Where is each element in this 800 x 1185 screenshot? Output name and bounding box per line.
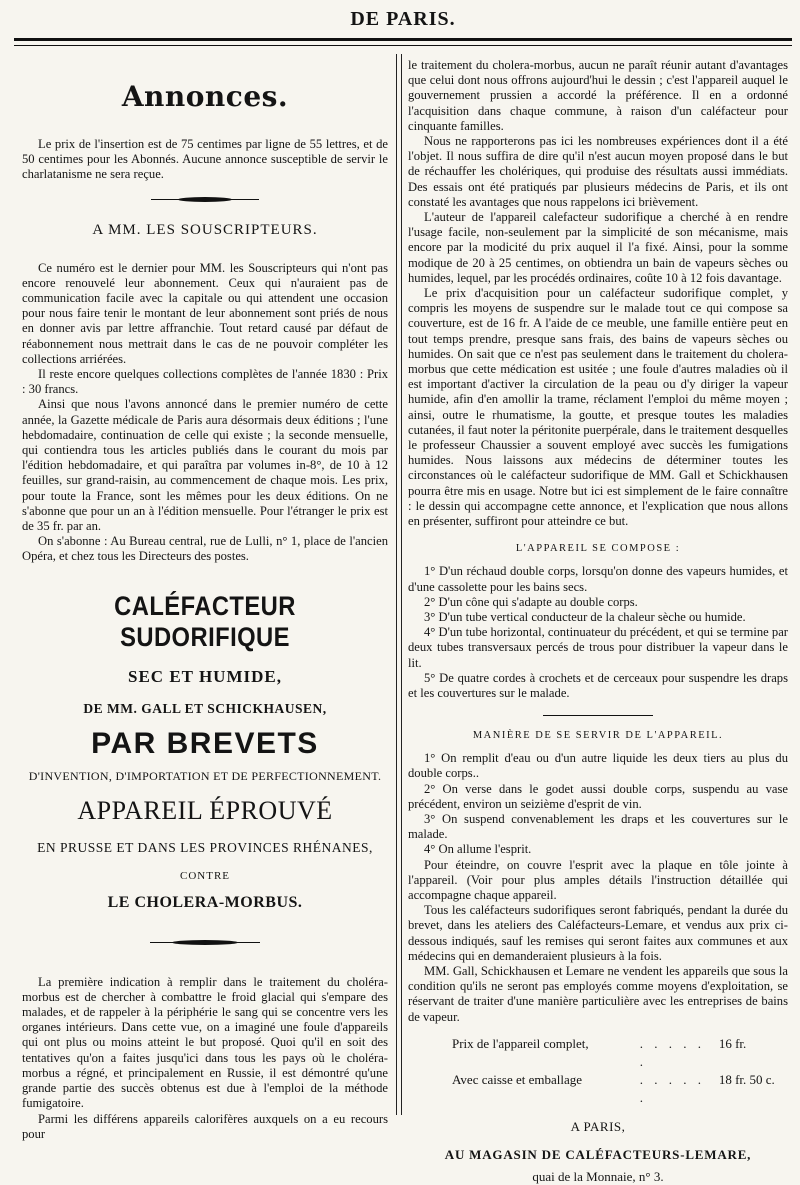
paragraph: Nous ne rapporterons pas ici les nombreuses expériences dont il a été l'objet. Il nous suffira de dire qu'il n'est aucun moyen proposé dans le but de réchauffer les cholériques, qui produise des résultats aussi immédiats. Des essais ont été pratiqués par plusieurs médecins de Paris, et ils ont constaté les avantages que nous rappelons ici brièvement. xyxy=(408,134,788,209)
brevets-heading: PAR BREVETS xyxy=(91,726,319,760)
column-divider xyxy=(396,54,402,1115)
header-rule-thin xyxy=(14,45,792,46)
brevets-line: D'INVENTION, D'IMPORTATION ET DE PERFECTIONNEMENT. xyxy=(28,768,382,783)
paragraph: Pour éteindre, on couvre l'esprit avec la plaque en tôle jointe à l'appareil. (Voir pour plus amples détails l'instruction détaillée qui accompagne chaque appareil. xyxy=(408,857,788,902)
calefacteur-subtitle: SEC ET HUMIDE, xyxy=(128,666,282,686)
paragraph: L'auteur de l'appareil calefacteur sudorifique a cherché à en rendre l'usage facile, non-seulement par la simplicité de son mécanisme, mais encore par la modicité du prix auquel il l'a fixé. Ainsi, pour la somme modique de 20 à 25 centimes, on obtiendra un bain de vapeurs sèches ou humides, lequel, par les procédés ordinaires, coûte 10 à 12 fois davantage. xyxy=(408,210,788,285)
paragraph: La première indication à remplir dans le traitement du choléra-morbus est de chercher à combattre le froid glacial qui s'empare des malades, et de rappeler à la périphérie le sang qui se concentre vers les organes intérieurs. Dans cette vue, on a imaginé une foule d'appareils qui ont plus ou moins atteint le but proposé. Quoi qu'il en soit des tentatives qu'on a faites jusqu'ici dans tous les pays où le choléra-morbus a régné, et principalement en Russie, il est démontré qu'une grande partie des succès obtenus est due à l'emploi de la méthode fumigatoire. xyxy=(22,974,388,1111)
paragraph: Tous les caléfacteurs sudorifiques seront fabriqués, pendant la durée du brevet, dans les ateliers des Caléfacteurs-Lemare, et vendus aux prix ci-dessous indiqués, sauf les remises qui seront faites aux communes et aux médecins qui en demanderaient plusieurs à la fois. xyxy=(408,903,788,963)
page-title: DE PARIS. xyxy=(350,8,456,30)
list-item: 4° On allume l'esprit. xyxy=(424,842,532,857)
price-row xyxy=(452,1071,788,1107)
paragraph: Le prix d'acquisition pour un caléfacteur sudorifique complet, y compris les moyens de suspendre sur le malade tout ce qui compose sa couverture, est de 16 fr. A l'aide de ce meuble, une famille entière peut en tout temps prendre, presque sans frais, des bains de vapeurs sèches ou humides. On sait que ce n'est pas seulement dans le traitement du cholera-morbus que cette médication est usitée ; une foule d'autres maladies où il est important d'activer la circulation de la peau ou d'y diriger la vapeur humide, afin d'en amollir la trame, réclament l'emploi du même moyen ; ainsi, outre le rhumatisme, la goutte, et presque toutes les maladies cutanées, il faut noter la péritonite puerpérale, dans le traitement desquelles le professeur Chaussier a souvent employé avec succès les fumigations humides. Nous laissons aux médecins de déterminer toutes les circonstances où le caléfacteur sudorifique de MM. Gall et Schickhausen pourra être mis en usage. Notre but ici est simplement de le faire connaître : le dessin qui accompagne cette annonce, et l'explication que nous allons en présenter, suffiront pour atteindre ce but. xyxy=(408,286,788,529)
compose-heading: L'APPAREIL SE COMPOSE : xyxy=(515,543,681,555)
paragraph: On s'abonne : Au Bureau central, rue de Lulli, n° 1, place de l'ancien Opéra, et chez tous les Directeurs des postes. xyxy=(22,534,388,564)
list-item: 4° D'un tube horizontal, continuateur du précédent, et qui se termine par deux tubes transversaux percés de trous pour distribuer la vapeur dans le lit. xyxy=(408,625,788,670)
contre-line: CONTRE xyxy=(180,869,230,882)
ornament-divider xyxy=(150,940,260,945)
list-item: 5° De quatre cordes à crochets et de cerceaux pour suspendre les draps et les couvertures sur le malade. xyxy=(408,670,788,700)
left-column xyxy=(22,58,388,1142)
list-item: 2° On verse dans le godet aussi double corps, suspendu au vase précédent, environ un seizième d'esprit de vin. xyxy=(408,781,788,811)
section-rule xyxy=(543,715,653,716)
paris-line: A PARIS, xyxy=(570,1118,626,1134)
price-label: Prix de l'appareil complet, xyxy=(452,1035,589,1051)
calefacteur-authors: DE MM. GALL ET SCHICKHAUSEN, xyxy=(83,700,327,716)
prusse-line: EN PRUSSE ET DANS LES PROVINCES RHÉNANES, xyxy=(37,839,373,855)
address-line: quai de la Monnaie, n° 3. xyxy=(532,1168,664,1184)
price-label: Avec caisse et emballage xyxy=(452,1071,583,1087)
paragraph: Ainsi que nous l'avons annoncé dans le premier numéro de cette année, la Gazette médicale de Paris aura désormais deux éditions ; l'une hebdomadaire, continuation de celle qui existe ; la seconde mensuelle, qui contiendra tous les articles publiés dans le courant du mois par l'édition hebdomadaire, et qui paraîtra par volumes in-8°, de 10 à 12 feuilles, sur grand-raisin, au commencement de chaque mois. Les prix, pour toute la France, sont les mêmes pour les deux éditions. On ne s'abonne que pour un an à l'édition mensuelle. Pour l'étranger le prix est de 35 fr. par an. xyxy=(22,397,388,534)
maniere-heading: MANIÈRE DE SE SERVIR DE L'APPAREIL. xyxy=(472,730,724,742)
magasin-line: AU MAGASIN DE CALÉFACTEURS-LEMARE, xyxy=(444,1146,752,1162)
list-item: 3° On suspend convenablement les draps et les couvertures sur le malade. xyxy=(408,811,788,842)
list-item: 1° D'un réchaud double corps, lorsqu'on donne des vapeurs humides, et d'une cassolette pour les bains secs. xyxy=(408,564,788,594)
paragraph: Il reste encore quelques collections complètes de l'année 1830 : Prix : 30 francs. xyxy=(22,367,388,397)
header-rule-thick xyxy=(14,38,792,41)
insertion-notice: Le prix de l'insertion est de 75 centimes par ligne de 55 lettres, et de 50 centimes pour les Abonnés. Aucune annonce susceptible de servir le charlatanisme ne sera reçue. xyxy=(22,137,388,182)
price-row xyxy=(452,1035,788,1071)
calefacteur-title: CALÉFACTEUR SUDORIFIQUE xyxy=(114,590,296,652)
paragraph: Parmi les différens appareils calorifères auxquels on a eu recours pour xyxy=(22,1111,388,1141)
price-dots: . . . . . . xyxy=(639,1035,706,1069)
price-amount: 18 fr. 50 c. xyxy=(718,1071,775,1087)
annonces-heading: Annonces. xyxy=(121,80,289,113)
cholera-heading: LE CHOLERA-MORBUS. xyxy=(107,893,303,911)
paragraph: le traitement du cholera-morbus, aucun ne paraît réunir autant d'avantages que celui dont nous offrons aujourd'hui le dessin ; c'est l'appareil auquel le gouvernement prussien a accordé la préférence. Il en a ordonné l'acquisition dans chaque commune, à raison d'un caléfacteur pour cinquante familles. xyxy=(408,58,788,133)
list-item: 2° D'un cône qui s'adapte au double corps. xyxy=(424,594,638,609)
price-dots: . . . . . . xyxy=(639,1071,706,1105)
right-column xyxy=(408,58,788,1185)
page-header xyxy=(14,0,792,54)
ornament-divider xyxy=(151,197,259,202)
paragraph: Ce numéro est le dernier pour MM. les Souscripteurs qui n'ont pas encore renouvelé leur abonnement. Ceux qui n'auraient pas de communication facile avec la capitale ou qui attendent une occasion pour nous faire tenir le montant de leur abonnement sont priés de nous en donner avis par lettre affranchie. Tout retard causé par défaut de réabonnement nous mettrait dans le cas de ne pouvoir compléter les collections arriérées. xyxy=(22,260,388,366)
eprouve-heading: APPAREIL ÉPROUVÉ xyxy=(77,795,333,825)
list-item: 3° D'un tube vertical conducteur de la chaleur sèche ou humide. xyxy=(424,609,746,624)
list-item: 1° On remplit d'eau ou d'un autre liquide les deux tiers au plus du double corps.. xyxy=(408,751,788,781)
paragraph: MM. Gall, Schickhausen et Lemare ne vendent les appareils que sous la condition qu'ils ne seront pas employés comme moyens d'exploitation, se réservant de traiter d'une manière particulière avec les entreprises de bains de vapeur. xyxy=(408,963,788,1024)
price-amount: 16 fr. xyxy=(718,1035,747,1051)
souscripteurs-heading: A MM. LES SOUSCRIPTEURS. xyxy=(92,221,318,238)
